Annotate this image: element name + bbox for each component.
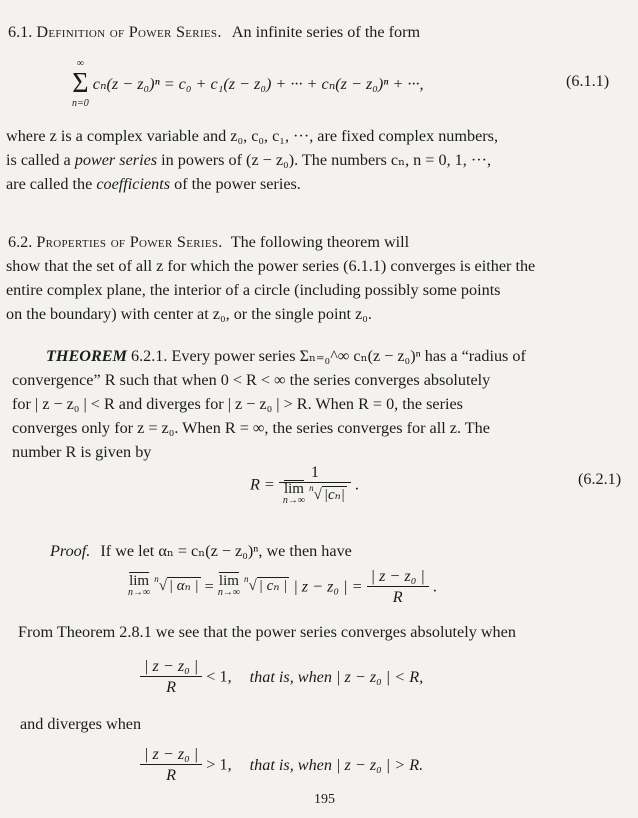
condition-converges: $\frac{\text{| z − z₀ |}}{R}$ < 1, that is, when | z − z₀ | < R, [140, 656, 423, 697]
page-number: 195 [314, 792, 335, 807]
summation-symbol: ∞ Σ n=0 [72, 58, 89, 109]
proof-line: and diverges when [20, 715, 142, 733]
paragraph-line: entire complex plane, the interior of a circle (including possibly some points [6, 281, 501, 299]
proof-line: From Theorem 2.8.1 we see that the power series converges absolutely when [18, 623, 516, 641]
fraction: 1 $\overline{lim}$ n→∞ $^n$√ |cₙ| [279, 462, 351, 507]
section-title: Definition of Power Series. [36, 23, 222, 41]
equation-6-1-1 [72, 58, 424, 110]
term-power-series: power series [74, 151, 158, 169]
section-number: 6.1. [8, 23, 33, 41]
section-title: Properties of Power Series. [36, 233, 223, 251]
section-6-2-heading: 6.2. Properties of Power Series. The following theorem will [8, 233, 410, 251]
equation-6-2-1: R = 1 $\overline{lim}$ n→∞ $^n$√ |cₙ| . [250, 463, 359, 506]
theorem-line: THEOREM 6.2.1. Every power series Σₙ₌₀^∞ cₙ(z − z₀)ⁿ has a “radius of [46, 347, 526, 365]
proof-label: Proof. [50, 542, 91, 560]
proof-line: Proof. If we let αₙ = cₙ(z − z₀)ⁿ, we then have [50, 542, 352, 560]
equation-number: (6.2.1) [578, 470, 622, 488]
section-number: 6.2. [8, 233, 33, 251]
paragraph-line: where z is a complex variable and z₀, c₀, c₁, ···, are fixed complex numbers, [6, 127, 499, 145]
section-intro: An infinite series of the form [231, 23, 421, 41]
condition-diverges: $\frac{\text{| z − z₀ |}}{R}$ > 1, that is, when | z − z₀ | > R. [140, 744, 423, 785]
theorem-line: number R is given by [12, 443, 152, 461]
paragraph-line: show that the set of all z for which the power series (6.1.1) converges is either the [6, 257, 536, 275]
paragraph-line: are called the coefficients of the power series. [6, 175, 301, 193]
theorem-line: for | z − z₀ | < R and diverges for | z − z₀ | > R. When R = 0, the series [12, 395, 463, 413]
paragraph-line: on the boundary) with center at z₀, or the single point z₀. [6, 305, 372, 323]
proof-equation: $\overline{lim}$ n→∞ $^n$√ | αₙ | = $\overline{lim}$ n→∞ $^n$√ | cₙ | | z − z₀ | = $\frac{\text{| z − z₀ |}}{R}$ . [128, 567, 437, 606]
paragraph-line: is called a power series in powers of (z − z₀). The numbers cₙ, n = 0, 1, ···, [6, 151, 492, 169]
theorem-line: converges only for z = z₀. When R = ∞, the series converges for all z. The [12, 419, 490, 437]
theorem-label: THEOREM [46, 347, 127, 365]
term-coefficients: coefficients [96, 175, 171, 193]
theorem-line: convergence” R such that when 0 < R < ∞ the series converges absolutely [12, 371, 491, 389]
equation-body: cₙ(z − z₀)ⁿ = c₀ + c₁(z − z₀) + ··· + cₙ(z − z₀)ⁿ + ···, [92, 75, 424, 93]
section-6-1-heading [8, 22, 420, 42]
equation-number: (6.1.1) [566, 72, 610, 90]
